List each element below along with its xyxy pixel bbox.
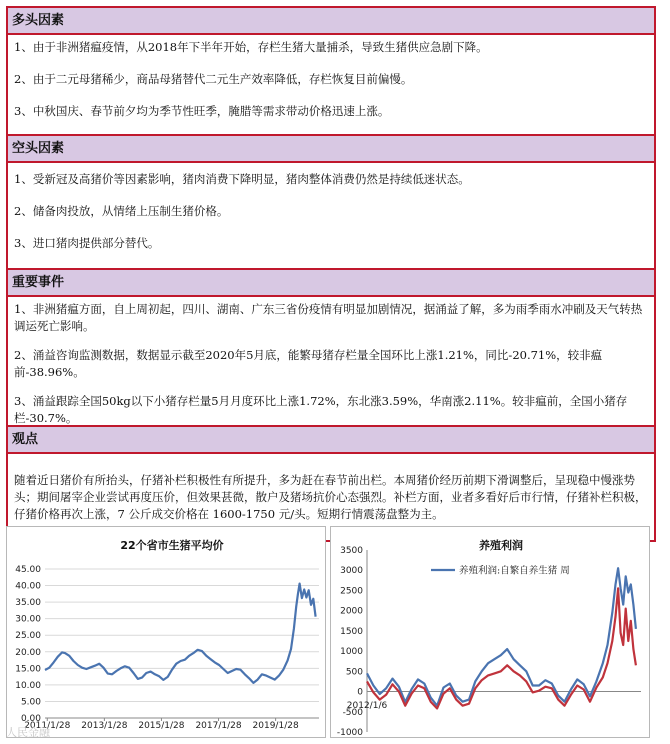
y-tick-label: 0.00 (20, 714, 41, 724)
chart-hog-price-svg (7, 527, 325, 737)
report-panel (6, 6, 656, 542)
y-tick-label: -500 (342, 707, 363, 718)
paragraph: 2、涌益咨询监测数据，数据显示截至2020年5月底，能繁母猪存栏量全国环比上涨1.21%，同比-20.71%，较非瘟前-38.96%。 (14, 348, 603, 379)
section-title-bullish-factors: 多头因素 (8, 8, 654, 35)
legend-label: 养殖利润:自繁自养生猪 周 (459, 565, 570, 577)
y-tick-label: 1500 (340, 626, 363, 637)
watermark-logo: 人民金融 (6, 726, 50, 739)
chart-breeding-profit-svg (331, 527, 649, 737)
y-tick-label: 35.00 (15, 598, 41, 609)
section-body-bearish-factors (8, 163, 654, 270)
chart-breeding-profit (330, 526, 650, 738)
y-tick-label: 500 (345, 667, 363, 678)
y-tick-label: 10.00 (15, 680, 41, 691)
paragraph: 3、涌益跟踪全国50kg以下小猪存栏量5月月度环比上涨1.72%，东北涨3.59%，华南涨2.11%。较非瘟前，全国小猪存栏-30.7%。 (14, 394, 628, 425)
x-tick-label: 2015/1/28 (138, 721, 185, 731)
x-tick-label: 2011/1/28 (24, 721, 71, 731)
section-title-key-events: 重要事件 (8, 270, 654, 297)
paragraph: 3、进口猪肉提供部分替代。 (14, 236, 160, 250)
section-body-key-events (8, 297, 654, 427)
y-tick-label: 15.00 (15, 664, 41, 675)
paragraph: 1、受新冠及高猪价等因素影响，猪肉消费下降明显，猪肉整体消费仍然是持续低迷状态。 (14, 172, 470, 186)
x-tick-label: 2012/1/6 (346, 701, 388, 711)
chart-hog-price (6, 526, 326, 738)
chart-title: 22个省市生猪平均价 (120, 539, 224, 552)
paragraph: 随着近日猪价有所抬头，仔猪补栏积极性有所提升，多为赶在春节前出栏。本周猪价经历前期下滑调整后，呈现稳中慢涨势头；期间屠宰企业尝试再度压价，但效果甚微，散户及猪场抗价心态强烈。补栏方面，业者多看好后市行情，仔猪补栏积极，仔猪价格再次上涨，7 公斤成交价格在 1600-1750 元/头。短期行情震荡盘整为主。 (14, 473, 647, 521)
series-line-0 (367, 568, 636, 706)
series-line-1 (367, 588, 636, 708)
section-body-bullish-factors (8, 35, 654, 136)
y-tick-label: 30.00 (15, 614, 41, 625)
paragraph: 1、由于非洲猪瘟疫情，从2018年下半年开始，存栏生猪大量捕杀，导致生猪供应急剧下降。 (14, 40, 488, 54)
paragraph: 1、非洲猪瘟方面，自上周初起，四川、湖南、广东三省份疫情有明显加剧情况，据涌益了解，多为雨季雨水冲刷及天气转热调运死亡影响。 (14, 302, 643, 333)
y-tick-label: 40.00 (15, 581, 41, 592)
x-tick-label: 2017/1/28 (195, 721, 242, 731)
y-tick-label: 3500 (340, 546, 363, 556)
paragraph: 2、储备肉投放，从情绪上压制生猪价格。 (14, 204, 229, 218)
section-title-bearish-factors: 空头因素 (8, 136, 654, 163)
y-tick-label: -1000 (336, 728, 363, 737)
y-tick-label: 2000 (340, 606, 363, 617)
y-tick-label: 5.00 (20, 697, 41, 708)
paragraph: 3、中秋国庆、春节前夕均为季节性旺季，腌腊等需求带动价格迅速上涨。 (14, 104, 390, 118)
y-tick-label: 45.00 (15, 565, 41, 575)
x-tick-label: 2019/1/28 (252, 721, 299, 731)
y-tick-label: 3000 (340, 566, 363, 577)
y-tick-label: 2500 (340, 586, 363, 597)
paragraph: 2、由于二元母猪稀少，商品母猪替代二元生产效率降低，存栏恢复目前偏慢。 (14, 72, 413, 86)
y-tick-label: 1000 (340, 647, 363, 658)
y-tick-label: 0 (357, 687, 363, 698)
x-tick-label: 2013/1/28 (81, 721, 128, 731)
section-title-viewpoint: 观点 (8, 427, 654, 454)
y-tick-label: 25.00 (15, 631, 41, 642)
y-tick-label: 20.00 (15, 647, 41, 658)
chart-title: 养殖利润 (479, 539, 523, 552)
